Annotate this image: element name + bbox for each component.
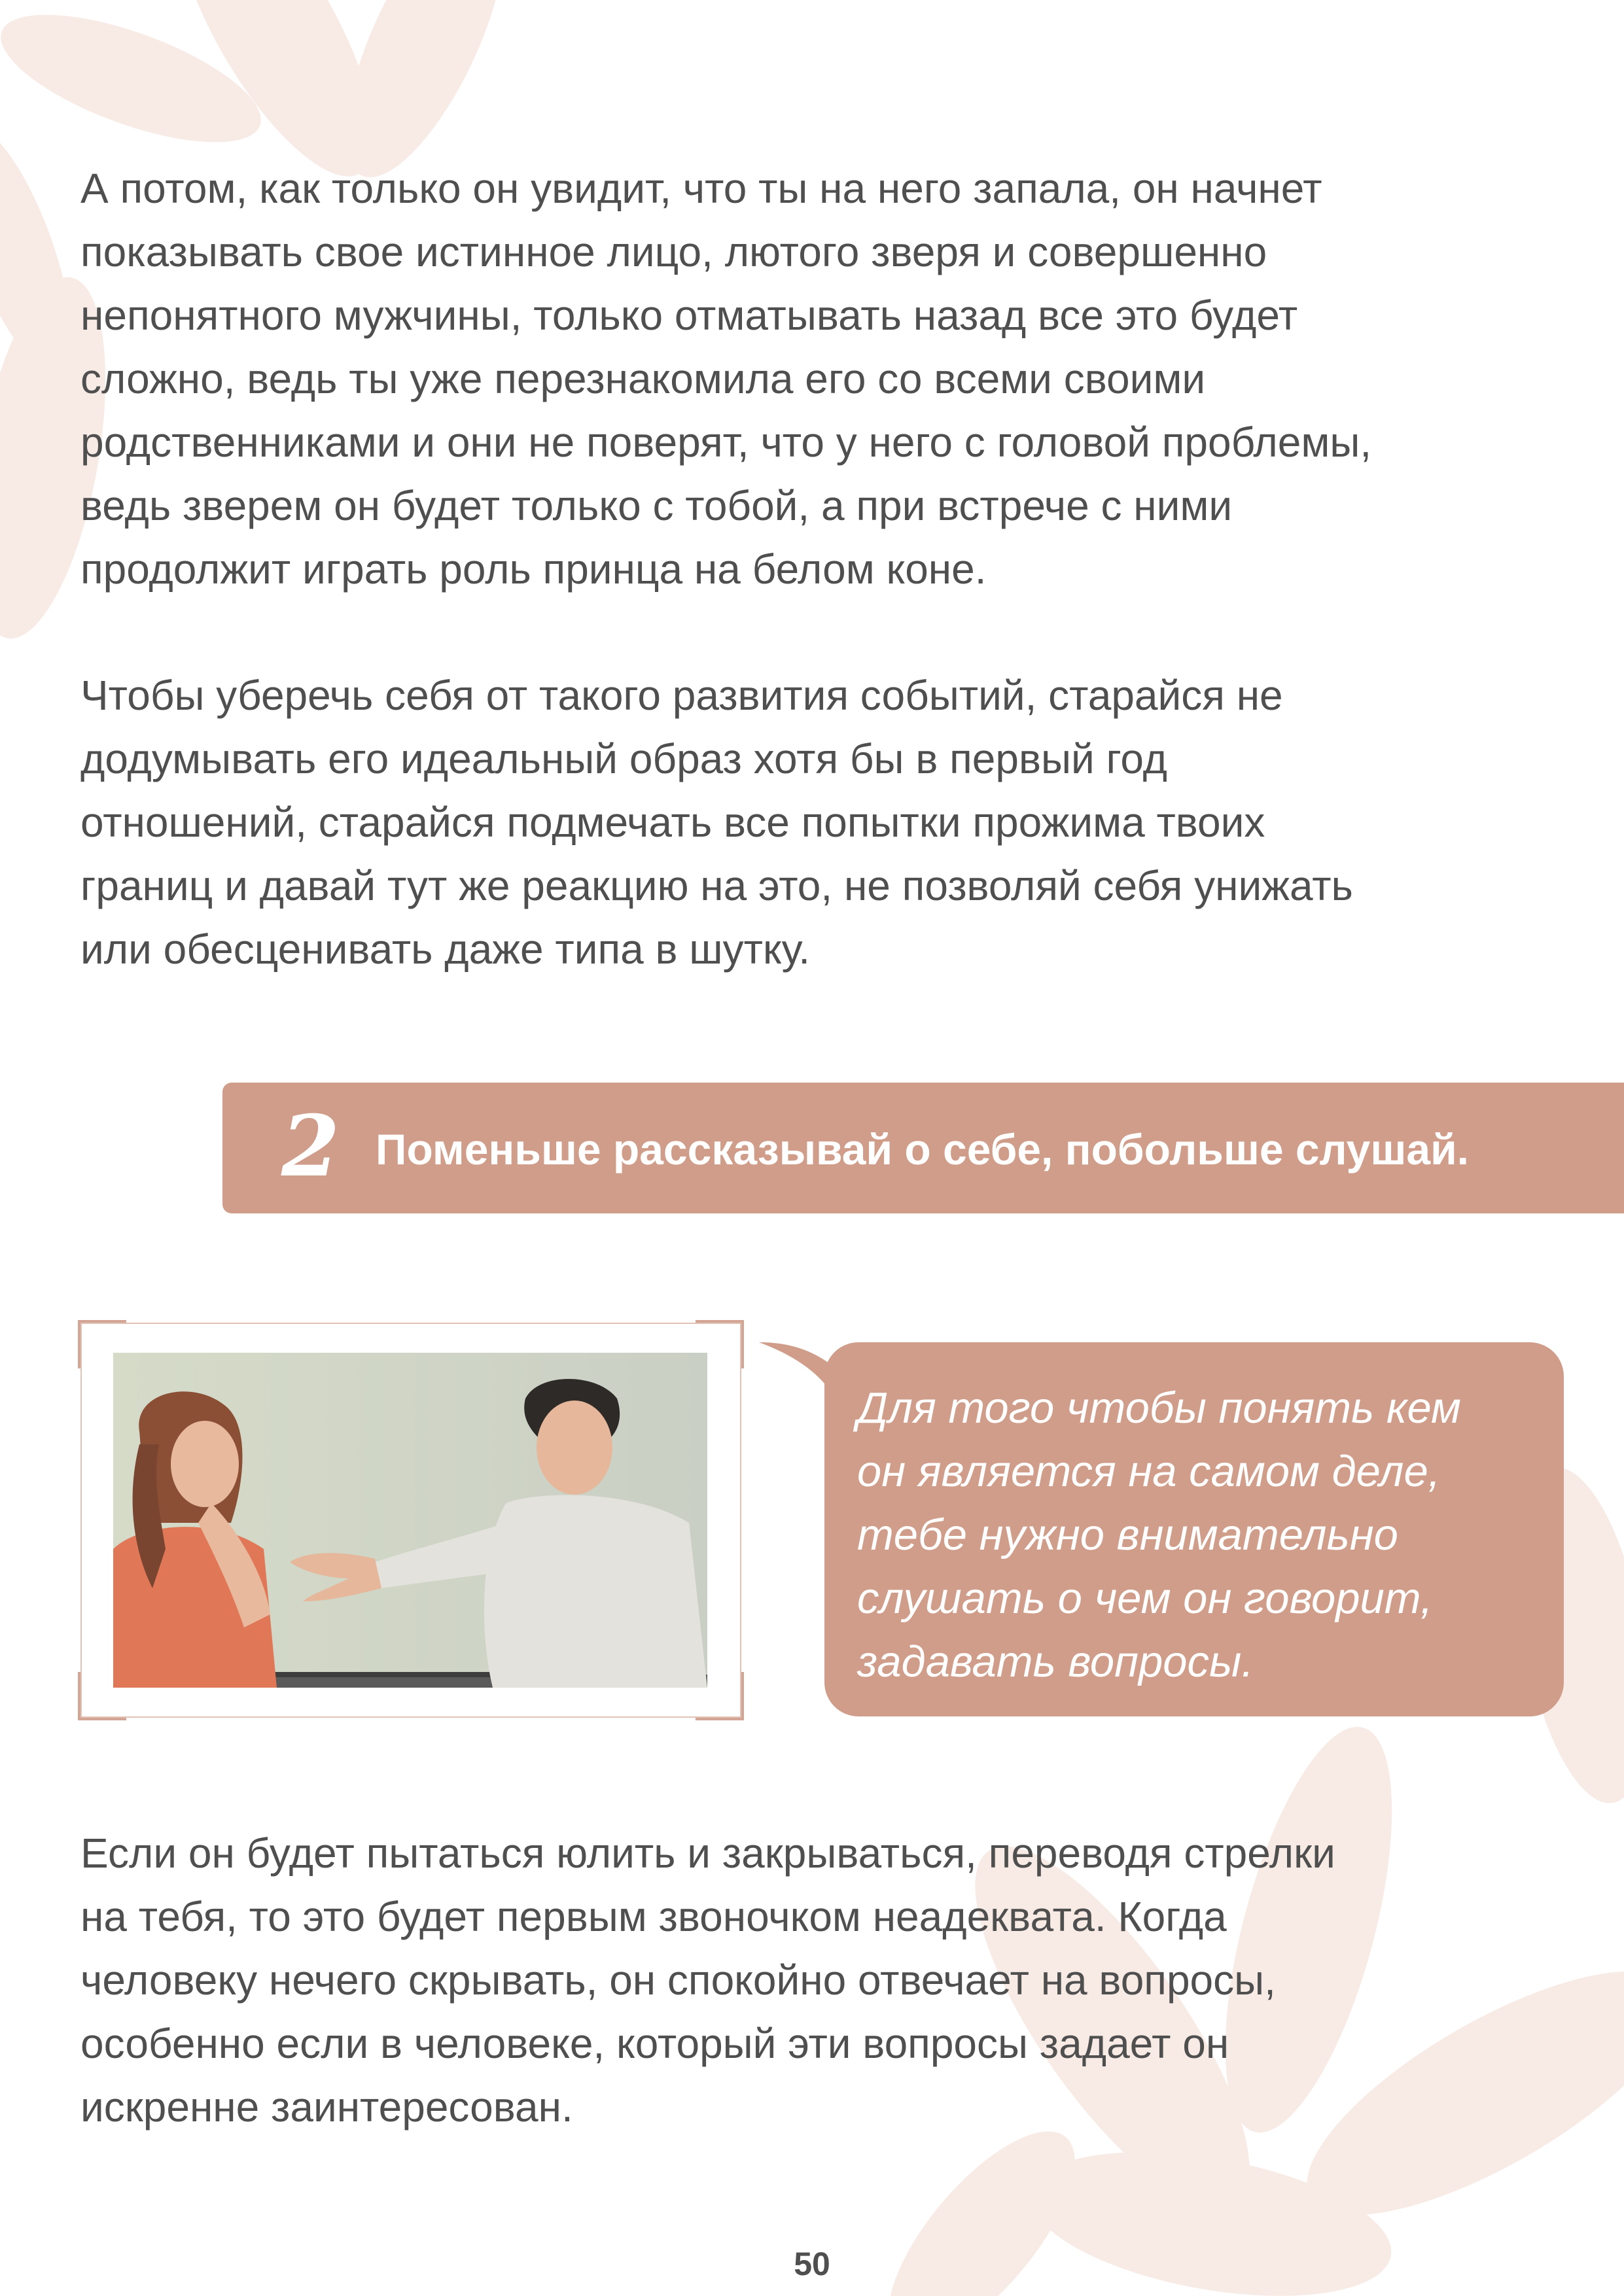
text-line: Если он будет пытаться юлить и закрываться, переводя стрелки <box>80 1830 1335 1877</box>
text-line: или обесценивать даже типа в шутку. <box>80 926 811 973</box>
text-line: А потом, как только он увидит, что ты на него запала, он начнет <box>80 165 1322 212</box>
text-line: додумывать его идеальный образ хотя бы в первый год <box>80 735 1167 782</box>
text-line: искренне заинтересован. <box>80 2083 573 2131</box>
text-line: ведь зверем он будет только с тобой, а при встрече с ними <box>80 482 1233 529</box>
page-number: 50 <box>794 2246 830 2282</box>
callout-line: тебе нужно внимательно <box>857 1510 1398 1559</box>
callout-text <box>857 1376 1544 1694</box>
text-line: человеку нечего скрывать, он спокойно отвечает на вопросы, <box>80 1957 1276 2004</box>
couple-conversation-photo <box>113 1353 707 1688</box>
paragraph-intro <box>80 157 1553 601</box>
text-line: границ и давай тут же реакцию на это, не позволяй себя унижать <box>80 862 1353 909</box>
callout-line: он является на самом деле, <box>857 1447 1441 1496</box>
paragraph-conclusion <box>80 1822 1553 2139</box>
text-line: на тебя, то это будет первым звоночком неадеквата. Когда <box>80 1893 1227 1940</box>
text-line: продолжит играть роль принца на белом коне. <box>80 546 987 593</box>
callout-speech-bubble <box>824 1342 1564 1716</box>
text-line: непонятного мужчины, только отматывать назад все это будет <box>80 292 1298 339</box>
text-line: показывать свое истинное лицо, лютого зверя и совершенно <box>80 228 1267 275</box>
section-number: 2 <box>281 1098 340 1196</box>
text-line: Чтобы уберечь себя от такого развития событий, старайся не <box>80 672 1283 719</box>
section-title: Поменьше рассказывай о себе, побольше слушай. <box>376 1125 1469 1174</box>
photo-frame <box>80 1323 741 1718</box>
text-line: особенно если в человеке, который эти вопросы задает он <box>80 2020 1229 2067</box>
text-line: сложно, ведь ты уже перезнакомила его со всеми своими <box>80 355 1206 402</box>
section-heading-bar <box>222 1083 1624 1213</box>
text-line: отношений, старайся подмечать все попытки прожима твоих <box>80 799 1265 846</box>
callout-line: задавать вопросы. <box>857 1637 1254 1686</box>
text-line: родственниками и они не поверят, что у него с головой проблемы, <box>80 419 1372 466</box>
paragraph-advice <box>80 664 1553 981</box>
callout-line: слушать о чем он говорит, <box>857 1574 1433 1623</box>
callout-line: Для того чтобы понять кем <box>857 1383 1461 1433</box>
